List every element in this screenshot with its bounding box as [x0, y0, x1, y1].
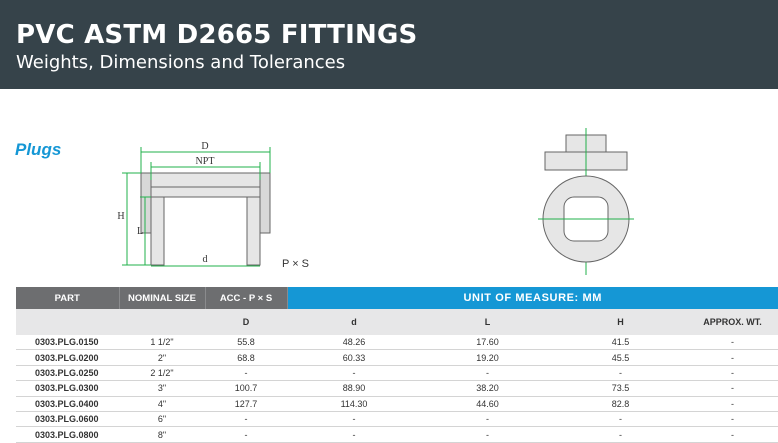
part-cell: 0303.PLG.0300 [16, 381, 119, 396]
dim-label-l: L [136, 226, 144, 237]
part-cell: 0303.PLG.0400 [16, 396, 119, 411]
subheader-l: L [421, 309, 554, 335]
size-cell: 2" [119, 350, 205, 365]
plug-end-view [538, 128, 634, 275]
subheader-h: H [554, 309, 687, 335]
h-cell: - [554, 365, 687, 380]
header-part: PART [16, 287, 119, 309]
h-cell: - [554, 427, 687, 442]
l-cell: 38.20 [421, 381, 554, 396]
size-cell: 1 1/2" [119, 335, 205, 350]
page-title: PVC ASTM D2665 FITTINGS [16, 20, 418, 50]
size-cell: 4" [119, 396, 205, 411]
h-cell: 45.5 [554, 350, 687, 365]
weight-cell: - [687, 350, 778, 365]
l-cell: - [421, 411, 554, 426]
d-inner-cell: 88.90 [287, 381, 421, 396]
l-cell: - [421, 427, 554, 442]
table-row [16, 381, 778, 396]
h-cell: - [554, 411, 687, 426]
table-row [16, 411, 778, 426]
d-outer-cell: 100.7 [205, 381, 287, 396]
header-nominal-size: NOMINAL SIZE [119, 287, 205, 309]
d-inner-cell: 48.26 [287, 335, 421, 350]
header-acc: ACC - P × S [205, 287, 287, 309]
d-inner-cell: - [287, 365, 421, 380]
subheader-blank-part [16, 309, 119, 335]
h-cell: 41.5 [554, 335, 687, 350]
weight-cell: - [687, 427, 778, 442]
subheader-d-outer: D [205, 309, 287, 335]
d-outer-cell: - [205, 365, 287, 380]
h-cell: 82.8 [554, 396, 687, 411]
spec-table [16, 287, 778, 443]
table-row [16, 396, 778, 411]
dimension-labels [117, 141, 214, 265]
weight-cell: - [687, 411, 778, 426]
size-cell: 3" [119, 381, 205, 396]
dim-label-d-inner: d [202, 254, 208, 265]
part-cell: 0303.PLG.0250 [16, 365, 119, 380]
section-label-plugs: Plugs [15, 140, 62, 159]
d-outer-cell: 68.8 [205, 350, 287, 365]
d-outer-cell: 55.8 [205, 335, 287, 350]
table-row [16, 365, 778, 380]
weight-cell: - [687, 381, 778, 396]
table-row [16, 335, 778, 350]
dim-label-h: H [117, 211, 125, 222]
d-inner-cell: - [287, 411, 421, 426]
diagram-caption: P × S [282, 258, 310, 270]
d-inner-cell: - [287, 427, 421, 442]
d-outer-cell: 127.7 [205, 396, 287, 411]
table-row [16, 427, 778, 442]
part-cell: 0303.PLG.0600 [16, 411, 119, 426]
part-cell: 0303.PLG.0800 [16, 427, 119, 442]
part-cell: 0303.PLG.0200 [16, 350, 119, 365]
size-cell: 8" [119, 427, 205, 442]
l-cell: - [421, 365, 554, 380]
l-cell: 44.60 [421, 396, 554, 411]
page-subtitle: Weights, Dimensions and Tolerances [16, 52, 346, 73]
l-cell: 19.20 [421, 350, 554, 365]
part-cell: 0303.PLG.0150 [16, 335, 119, 350]
dim-label-d-outer: D [201, 141, 209, 152]
d-outer-cell: - [205, 427, 287, 442]
weight-cell: - [687, 396, 778, 411]
l-cell: 17.60 [421, 335, 554, 350]
subheader-weight: APPROX. WT. [687, 309, 778, 335]
subheader-d-inner: d [287, 309, 421, 335]
header-unit-of-measure: UNIT OF MEASURE: MM [287, 287, 778, 309]
d-outer-cell: - [205, 411, 287, 426]
d-inner-cell: 114.30 [287, 396, 421, 411]
size-cell: 2 1/2" [119, 365, 205, 380]
table-row [16, 350, 778, 365]
subheader-blank-size [119, 309, 205, 335]
weight-cell: - [687, 335, 778, 350]
d-inner-cell: 60.33 [287, 350, 421, 365]
dim-label-npt: NPT [195, 156, 215, 167]
h-cell: 73.5 [554, 381, 687, 396]
plug-side-view [141, 173, 270, 265]
size-cell: 6" [119, 411, 205, 426]
weight-cell: - [687, 365, 778, 380]
